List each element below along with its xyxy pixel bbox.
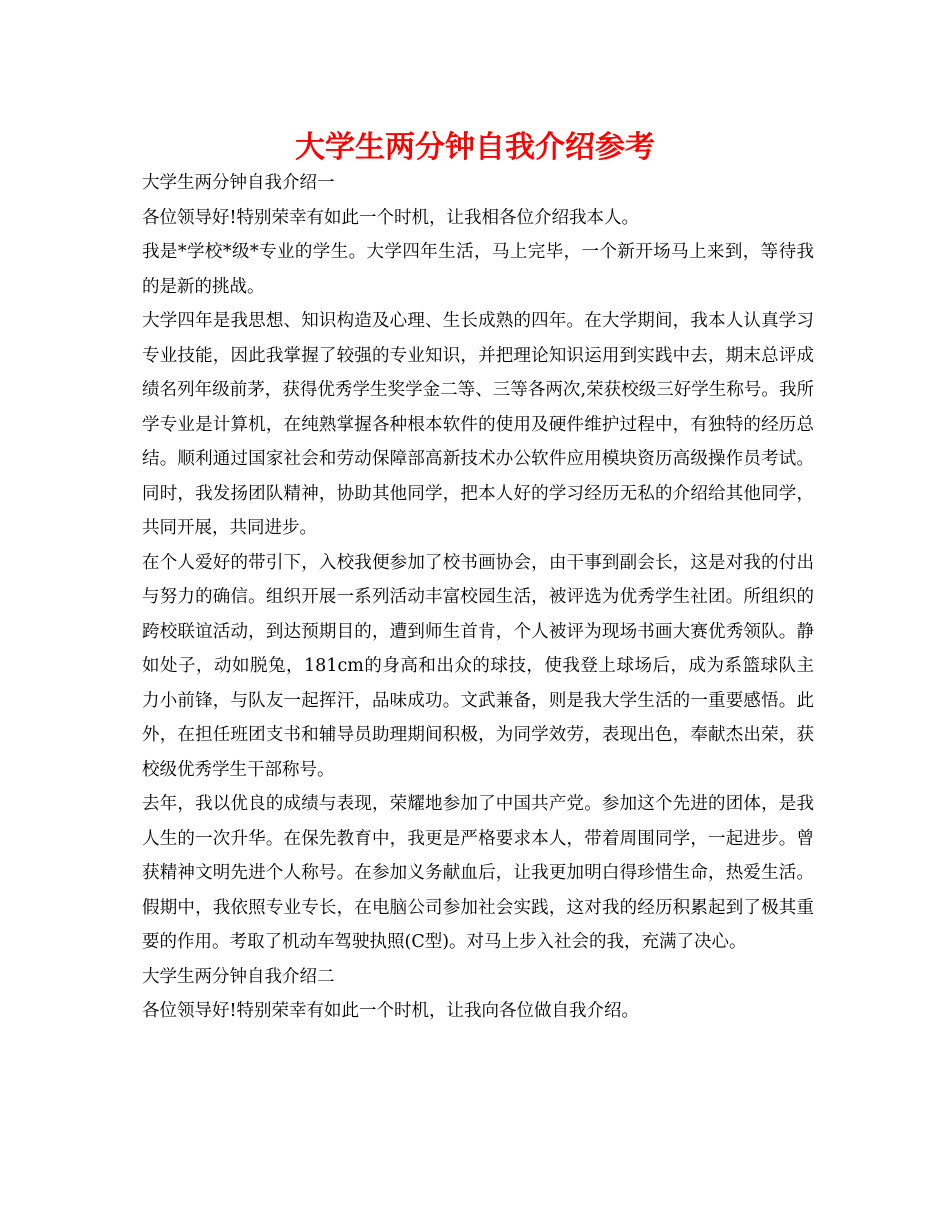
document-body: [142, 166, 814, 1029]
paragraph-study: 大学四年是我思想、知识构造及心理、生长成熟的四年。在大学期间，我本人认真学习专业技能，因此我掌握了较强的专业知识，并把理论知识运用到实践中去，期末总评成绩名列年级前茅，获得优秀学生奖学金二等、三等各两次,荣获校级三好学生称号。我所学专业是计算机，在纯熟掌握各种根本软件的使用及硬件维护过程中，有独特的经历总结。顺利通过国家社会和劳动保障部高新技术办公软件应用模块资历高级操作员考试。同时，我发扬团队精神，协助其他同学，把本人好的学习经历无私的介绍给其他同学，共同开展，共同进步。: [142, 311, 814, 538]
paragraph-intro: 我是*学校*级*专业的学生。大学四年生活，马上完毕，一个新开场马上来到，等待我的是新的挑战。: [142, 242, 814, 297]
paragraph-activities: 在个人爱好的带引下，入校我便参加了校书画协会，由干事到副会长，这是对我的付出与努力的确信。组织开展一系列活动丰富校园生活，被评选为优秀学生社团。所组织的跨校联谊活动，到达预期目的，遭到师生首肯，个人被评为现场书画大赛优秀领队。静如处子，动如脱兔，181cm的身高和出众的球技，使我登上球场后，成为系篮球队主力小前锋，与队友一起挥汗，品味成功。文武兼备，则是我大学生活的一重要感悟。此外，在担任班团支书和辅导员助理期间积极，为同学效劳，表现出色，奉献杰出荣，获校级优秀学生干部称号。: [142, 552, 814, 780]
paragraph-greeting: 各位领导好!特别荣幸有如此一个时机，让我相各位介绍我本人。: [142, 207, 640, 228]
document-title: 大学生两分钟自我介绍参考: [295, 130, 655, 165]
section-heading-one: 大学生两分钟自我介绍一: [142, 173, 335, 193]
section-heading-two: 大学生两分钟自我介绍二: [142, 966, 335, 987]
paragraph-party: 去年，我以优良的成绩与表现，荣耀地参加了中国共产党。参加这个先进的团体，是我人生的一次升华。在保先教育中，我更是严格要求本人，带着周围同学，一起进步。曾获精神文明先进个人称号。在参加义务献血后，让我更加明白得珍惜生命，热爱生活。假期中，我依照专业专长，在电脑公司参加社会实践，这对我的经历积累起到了极其重要的作用。考取了机动车驾驶执照(C型)。对马上步入社会的我，充满了决心。: [142, 794, 814, 952]
paragraph-greeting-two: 各位领导好!特别荣幸有如此一个时机，让我向各位做自我介绍。: [142, 1001, 640, 1021]
